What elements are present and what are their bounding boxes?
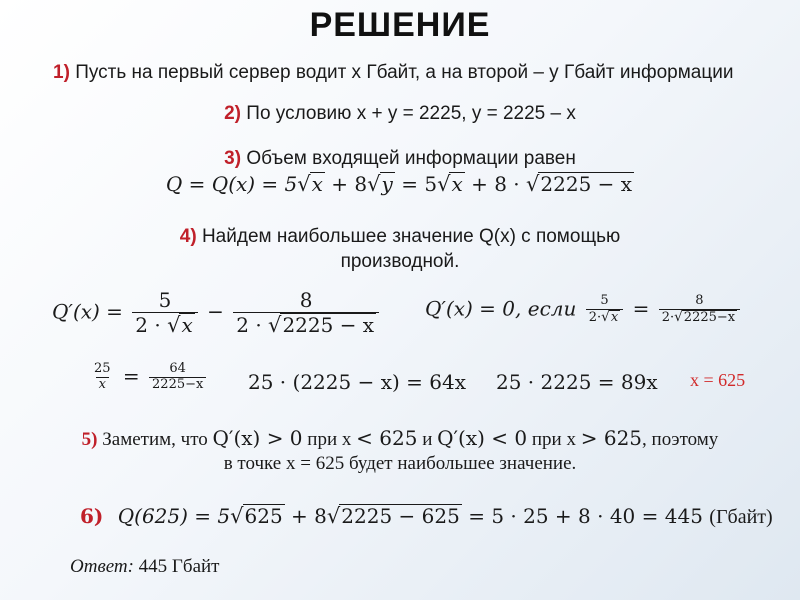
step-3-text: Объем входящей информации равен [246,148,576,169]
step-2 [0,103,800,125]
step-6-number: 6) [80,504,104,528]
answer-label: Ответ: [70,556,134,577]
step-1-text: Пусть на первый сервер водит x Гбайт, а на второй – y Гбайт информации [75,62,734,83]
minus-sign: − [207,299,224,324]
q-def-mid-2: = 5 [394,172,438,196]
ratio-formula [88,362,209,393]
q-def-radicand-2: y [381,172,393,196]
fraction-denominator: 2 · √x [132,312,197,337]
step-5-number: 5) [81,429,98,450]
step-5-pre: Заметим, что [102,429,208,450]
step-2-text: По условию x + y = 2225, y = 2225 – x [246,103,576,124]
step-3 [0,148,800,170]
fraction-denominator: 2225−x [149,377,206,393]
q-definition-formula [0,172,800,196]
sqrt-symbol: √ [367,172,381,196]
fraction-numerator: 8 [299,288,313,312]
zero-fraction-1 [586,294,623,326]
zero-fraction-2 [659,294,740,326]
ratio-fraction-1 [91,362,114,393]
step-6 [80,504,773,529]
step-1-number: 1) [53,62,70,83]
derivative-fraction-2 [233,289,379,337]
derivative-formula [52,289,382,337]
q-def-radicand-3: x [451,172,463,196]
fraction-denominator: 2 · √2225 − x [233,312,379,337]
fraction-denominator: x [96,377,109,393]
step-4-text-line-2: производной. [340,251,460,272]
equals-sign: = [632,296,650,321]
page-title: РЕШЕНИЕ [309,6,491,44]
sqrt-symbol: √ [297,172,311,196]
step-5-cond-3: Q′(x) < 0 [437,426,528,450]
step-4-number: 4) [179,226,197,247]
q-def-mid: + 8 [324,172,368,196]
step-3-number: 3) [224,148,242,169]
fraction-numerator: 5 [158,288,172,312]
zero-lhs: Q′(x) = 0, если [425,296,577,321]
fraction-numerator: 5 [600,293,609,308]
step-5-if-1: при x [307,429,352,450]
equation-3: 25 · 2225 = 89x [496,370,658,394]
q-def-radicand-4: 2225 − x [540,172,633,196]
step-5-and: и [422,429,433,450]
sqrt-symbol: √ [437,172,451,196]
q-def-lhs: Q = Q(x) = 5 [165,172,298,196]
equation-2: 25 · (2225 − x) = 64x [248,370,466,394]
fraction-numerator: 25 [94,361,111,376]
step-5-post: , поэтому [642,429,719,450]
step-5-text-line-2: в точке x = 625 будет наибольшее значение. [223,453,577,474]
answer-value: 445 Гбайт [138,556,220,577]
step-4 [0,226,800,248]
step-4-text: Найдем наибольшее значение Q(x) с помощью [201,226,621,247]
answer [70,556,219,578]
derivative-fraction-1 [132,289,197,337]
step-5-if-2: при x [531,429,576,450]
ratio-fraction-2 [149,362,206,393]
sqrt-symbol: √ [526,172,540,196]
final-unit: (Гбайт) [709,506,773,528]
step-5-cond-1: Q′(x) > 0 [212,426,303,450]
equals-sign: = [122,363,140,388]
q-def-radicand-1: x [311,172,323,196]
fraction-denominator: 2·√x [586,309,623,326]
fraction-numerator: 8 [695,293,704,308]
step-2-number: 2) [224,103,242,124]
step-1 [53,62,733,84]
zero-condition-formula [425,294,743,326]
q-def-mid-3: + 8 · [464,172,527,196]
final-formula: Q(625) = 5√625 + 8√2225 − 625 = 5 · 25 + 8 · 40 = 445 [117,504,703,528]
step-5-cond-2: < 625 [356,426,418,450]
fraction-numerator: 64 [169,361,186,376]
x-result: x = 625 [690,370,746,390]
derivative-lhs: Q′(x) = [52,299,123,324]
step-5-cond-4: > 625 [580,426,643,450]
fraction-denominator: 2·√2225−x [659,309,740,326]
step-5 [0,426,800,451]
